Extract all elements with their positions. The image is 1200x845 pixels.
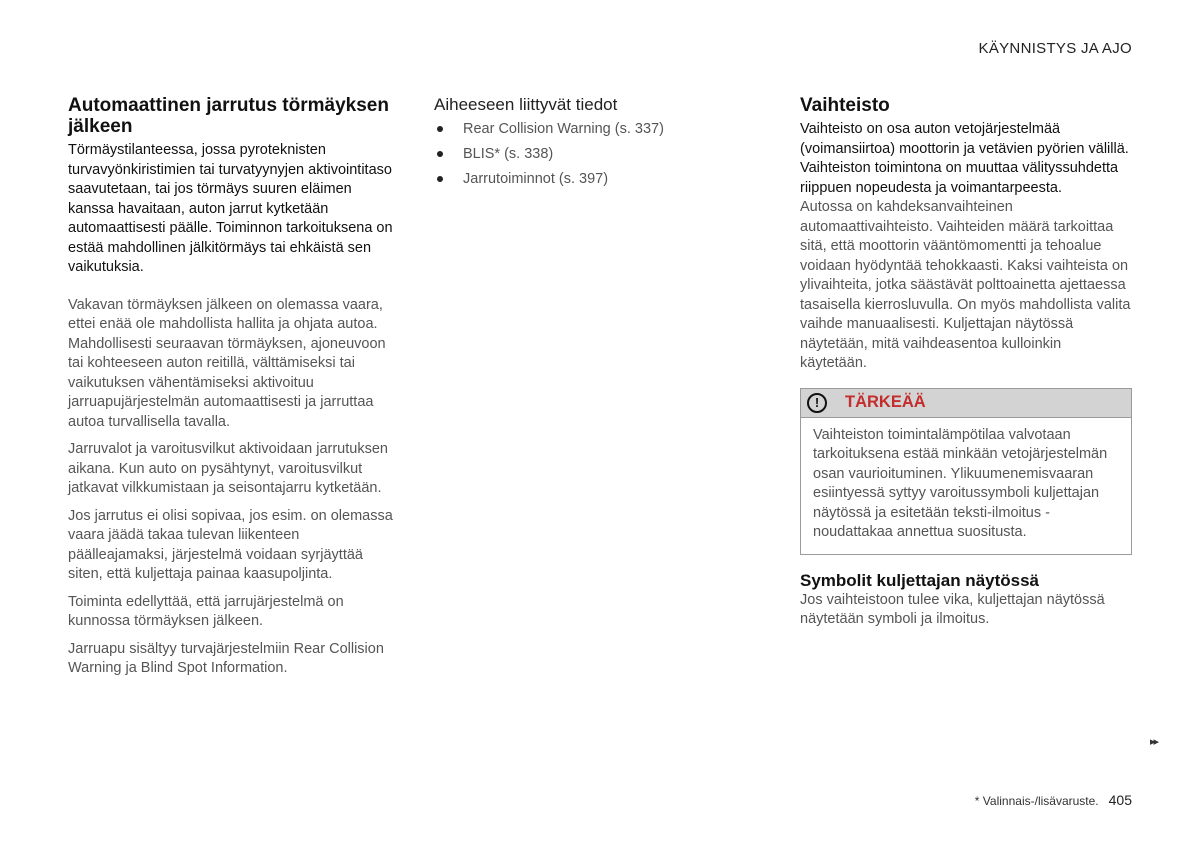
footnote-text: * Valinnais-/lisävaruste. [974, 794, 1099, 808]
intro-paragraph: Vaihteisto on osa auton vetojärjestelmää (voimansiirtoa) moottorin ja vetävien pyörien välillä. Vaihteiston toimintona on muuttaa välityssuhdetta riippuen nopeudesta ja voimantarpeesta. [800, 121, 1129, 196]
bullet-icon [437, 176, 443, 182]
page-header-title: KÄYNNISTYS JA AJO [978, 40, 1132, 57]
section-heading-transmission: Vaihteisto [800, 95, 890, 116]
related-link-text[interactable]: Jarrutoiminnot (s. 397) [463, 171, 609, 187]
body-paragraph: Jos jarrutus ei olisi sopivaa, jos esim. on olemassa vaara jäädä takaa tulevan liikenteen päälleajamaksi, järjestelmä voidaan syrjäyttää siten, että kuljettaja painaa kaasupoljinta. [68, 507, 393, 582]
right-column [800, 95, 1132, 630]
related-link-text[interactable]: BLIS* (s. 338) [463, 146, 554, 162]
exclamation-icon: ! [807, 393, 827, 413]
body-paragraph: Toiminta edellyttää, että jarrujärjestelmä on kunnossa törmäyksen jälkeen. [68, 593, 344, 629]
left-column [68, 95, 398, 679]
related-link-item[interactable] [434, 142, 754, 167]
notice-header [801, 389, 1131, 418]
body-paragraph: Jarruapu sisältyy turvajärjestelmiin Rear Collision Warning ja Blind Spot Information. [68, 640, 384, 676]
related-link-text[interactable]: Rear Collision Warning (s. 337) [463, 121, 664, 137]
body-paragraph: Vakavan törmäyksen jälkeen on olemassa vaara, ettei enää ole mahdollista hallita ja ohjata autoa. Mahdollisesti seuraavan törmäyksen, ajoneuvoon tai kohteeseen auton reitillä, välttämiseksi tai vaikutuksen vähentämiseksi aktivoituu jarruapujärjestelmän automaattisesti ja jarruttaa autoa turvallisella tavalla. [68, 296, 386, 430]
sub-heading-driver-display-symbols: Symbolit kuljettajan näytössä [800, 570, 1040, 590]
related-links-list [434, 117, 754, 192]
intro-paragraph: Törmäystilanteessa, jossa pyroteknisten turvavyönkiristimien tai turvatyynyjen aktivointitaso saavutetaan, tai jos törmäys suuren eläimen kanssa havaitaan, auton jarrut kytketään automaattisesti päälle. Toiminnon tarkoituksena on estää mahdollinen jälkitörmäys tai ehkäistä sen vaikutuksia. [68, 142, 393, 275]
related-link-item[interactable] [434, 167, 754, 192]
body-paragraph: Jos vaihteistoon tulee vika, kuljettajan näytössä näytetään symboli ja ilmoitus. [800, 591, 1105, 627]
important-notice-box [800, 388, 1132, 555]
page-number: 405 [1108, 792, 1132, 808]
related-info-heading: Aiheeseen liittyvät tiedot [434, 95, 618, 114]
middle-column [434, 95, 754, 192]
bullet-icon [437, 151, 443, 157]
body-paragraph: Jarruvalot ja varoitusvilkut aktivoidaan jarrutuksen aikana. Kun auto on pysähtynyt, varoitusvilkut jatkavat vilkkumistaan ja seisontajarru kytketään. [68, 441, 388, 496]
continue-arrows-icon: ▸▸ [1150, 736, 1158, 748]
page-footer [975, 792, 1132, 808]
body-paragraph: Autossa on kahdeksanvaihteinen automaattivaihteisto. Vaihteiden määrä tarkoittaa sitä, että moottorin vääntömomentti ja tehoalue voidaan hyödyntää tehokkaasti. Kaksi vaihteista on ylivaihteita, jotka säästävät polttoainetta ajettaessa tasaisella kierrosluvulla. On myös mahdollista valita vaihde manuaalisesti. Kuljettajan näytössä näytetään, mitä vaihdeasentoa kulloinkin käytetään. [800, 199, 1131, 371]
notice-title: TÄRKEÄÄ [845, 393, 926, 411]
section-heading-automatic-braking: Automaattinen jarrutus törmäyksen jälkeen [68, 95, 389, 137]
notice-text: Vaihteiston toimintalämpötilaa valvotaan tarkoituksena estää minkään vetojärjestelmän osan vaurioituminen. Ylikuumenemisvaaran esiintyessä syttyy varoitussymboli kuljettajan näytössä ja esitetään teksti-ilmoitus - noudattakaa annettua suositusta. [813, 426, 1108, 540]
related-link-item[interactable] [434, 117, 754, 142]
bullet-icon [437, 126, 443, 132]
notice-body [801, 418, 1131, 554]
